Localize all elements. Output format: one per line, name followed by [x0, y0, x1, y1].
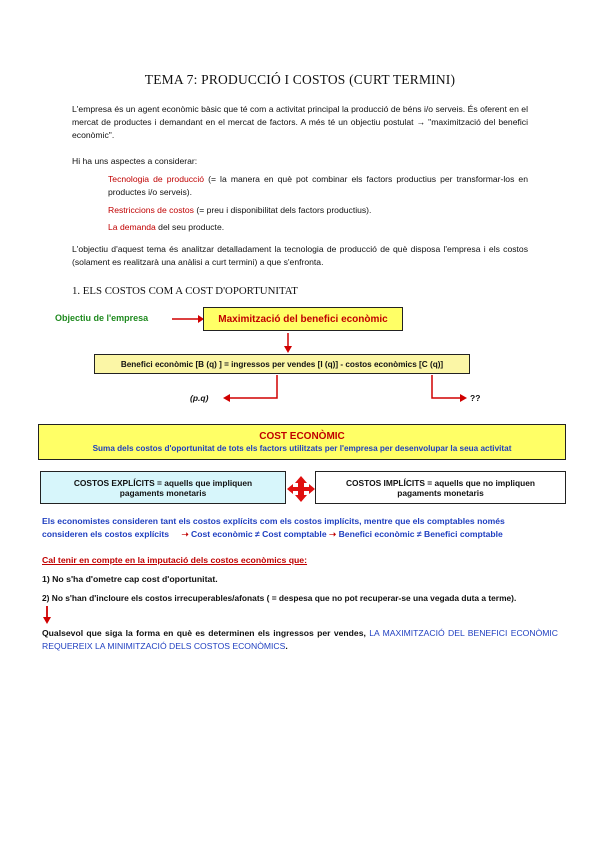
economists-line: Els economistes consideren tant els costos explícits com els costos implícits, mentre que els comptables només	[42, 516, 505, 526]
economists-comparison	[42, 528, 572, 541]
cost-unknown-label: ??	[470, 393, 481, 403]
right-arrow-icon: ➝	[181, 529, 189, 539]
intro-paragraph: L'empresa és un agent econòmic bàsic que té com a activitat principal la producció de béns i/o serveis. És oferent en el mercat de productes i demandant en el mercat de factors. A més té un objectiu postulat → "maximització del benefici econòmic".	[72, 104, 528, 140]
maximization-box: Maximització del benefici econòmic	[203, 307, 403, 331]
economic-cost-description: Suma dels costos d'oportunitat de tots els factors utilitzats per l'empresa per desenvolupar la seua activitat	[92, 444, 512, 453]
aspect-text: del seu producte.	[155, 222, 225, 232]
aspect-item	[108, 204, 528, 217]
right-arrow-icon: ➝	[329, 529, 337, 539]
revenue-label: (p.q)	[190, 393, 209, 403]
conclusion-end: .	[285, 641, 288, 651]
imputation-item: 2) No s'han d'incloure els costos irrecuperables/afonats ( = despesa que no pot recuperar-se una vegada duta a terme).	[42, 593, 517, 603]
objective-paragraph: L'objectiu d'aquest tema és analitzar detalladament la tecnologia de producció de què disposa l'empresa i els costos (solament es realitzarà una anàlisi a curt termini) a que s'enfronta.	[72, 244, 528, 267]
objective-label: Objectiu de l'empresa	[55, 313, 149, 323]
benefit-inequality: Benefici econòmic ≠ Benefici comptable	[338, 529, 503, 539]
aspect-term: La demanda	[108, 222, 156, 232]
page-title: TEMA 7: PRODUCCIÓ I COSTOS (CURT TERMINI)	[144, 72, 456, 87]
economic-cost-box	[38, 424, 566, 460]
right-branch-arrow-icon	[428, 374, 468, 406]
aspect-item	[108, 173, 528, 199]
aspect-item	[108, 221, 528, 234]
down-arrow-icon	[282, 332, 294, 354]
imputation-item: 1) No s'ha d'ometre cap cost d'oportunitat.	[42, 574, 218, 584]
aspect-text: (= preu i disponibilitat dels factors productius).	[193, 205, 372, 215]
implicit-costs-box: COSTOS IMPLÍCITS = aquells que no impliquen pagaments monetaris	[315, 471, 566, 504]
aspect-text: (= la manera en què pot combinar els factors productius per transformar-los en productes i/o serveis).	[108, 174, 528, 197]
right-arrow-icon	[170, 312, 205, 326]
aspect-term: Tecnologia de producció	[108, 174, 205, 184]
bidirectional-arrow-icon	[287, 476, 315, 502]
explicit-costs-box: COSTOS EXPLÍCITS = aquells que impliquen pagaments monetaris	[40, 471, 286, 504]
down-arrow-icon	[41, 605, 53, 625]
left-branch-arrow-icon	[222, 374, 282, 406]
explicit-only-text: consideren els costos explícits	[42, 529, 170, 539]
aspect-term: Restriccions de costos	[108, 205, 194, 215]
economic-cost-title: COST ECONÒMIC	[259, 431, 345, 442]
conclusion-highlight: LA MAXIMITZACIÓ DEL BENEFICI ECONÒMIC REQUEREIX LA MINIMITZACIÓ DELS COSTOS ECONÒMICS	[42, 628, 559, 651]
imputation-heading: Cal tenir en compte en la imputació dels costos econòmics que:	[42, 555, 308, 565]
cost-inequality: Cost econòmic ≠ Cost comptable	[191, 529, 327, 539]
conclusion-text: Qualsevol que siga la forma en què es determinen els ingressos per vendes,	[42, 628, 370, 638]
section-heading: 1. ELS COSTOS COM A COST D'OPORTUNITAT	[72, 285, 298, 297]
aspects-intro: Hi ha uns aspectes a considerar:	[72, 156, 198, 166]
conclusion-paragraph	[42, 627, 558, 653]
benefit-formula-box: Benefici econòmic [B (q) ] = ingressos per vendes [I (q)] - costos econòmics [C (q)]	[94, 354, 470, 374]
